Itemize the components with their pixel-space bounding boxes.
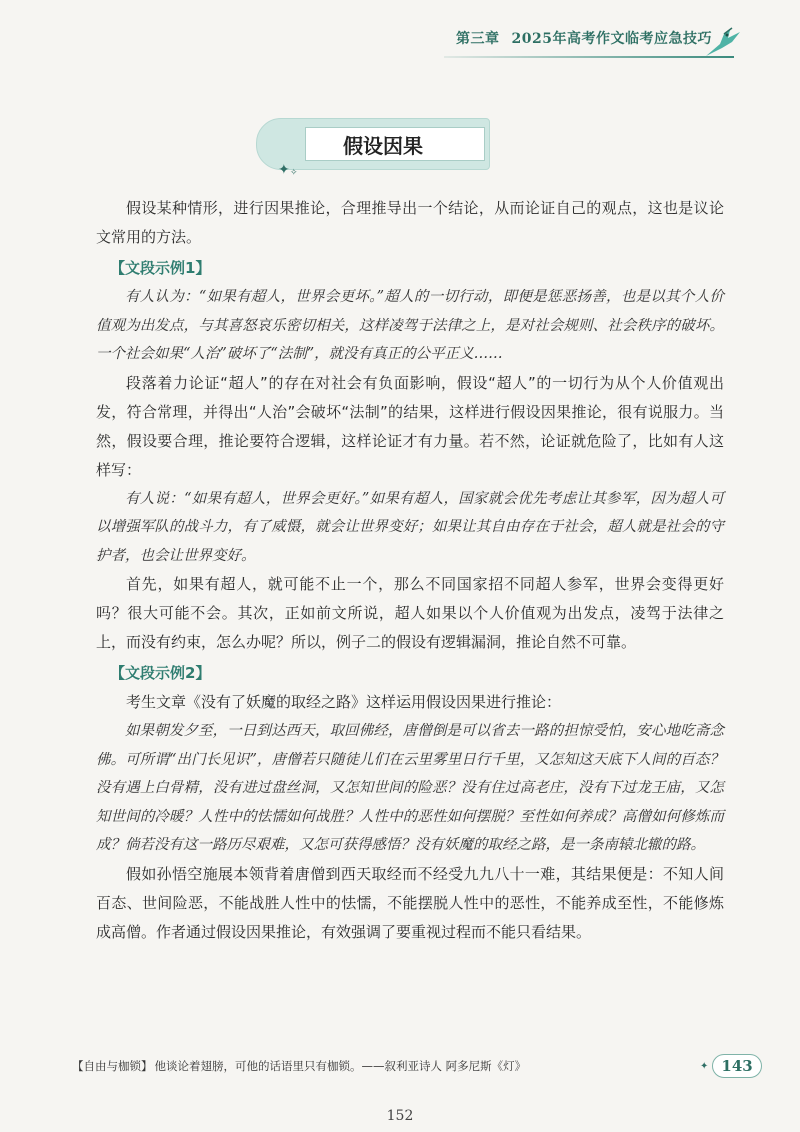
example1-quote2: 有人说：“如果有超人，世界会更好。”如果有超人，国家就会优先考虑让其参军，因为超人可以增强军队的战斗力，有了威慑，就会让世界变好；如果让其自由存在于社会，超人就是社会的守护者，也会让世界变好。	[96, 490, 724, 564]
example1-label: 【文段示例1】	[110, 259, 211, 277]
footer-quote	[72, 1058, 682, 1074]
example1-quote1: 有人认为：“如果有超人，世界会更坏。”超人的一切行动，即便是惩恶扬善，也是以其个人价值观为出发点，与其喜怒哀乐密切相关，这样凌驾于法律之上，是对社会规则、社会秩序的破坏。一个社会如果“人治”破坏了“法制”，就没有真正的公平正义……	[96, 289, 724, 362]
section-title: 假设因果	[343, 133, 423, 158]
example1-analysis2: 首先，如果有超人，就可能不止一个，那么不同国家招不同超人参军，世界会变得更好吗？很大可能不会。其次，正如前文所说，超人如果以个人价值观为出发点，凌驾于法律之上，而没有约束，怎么办呢？所以，例子二的假设有逻辑漏洞，推论自然不可靠。	[96, 575, 724, 651]
example2-analysis: 假如孙悟空施展本领背着唐僧到西天取经而不经受九九八十一难，其结果便是：不知人间百态、世间险恶，不能战胜人性中的怯懦，不能摆脱人性中的恶性，不能养成至性，不能修炼成高僧。作者通过假设因果推论，有效强调了要重视过程而不能只看结果。	[96, 864, 724, 941]
header-divider	[444, 56, 734, 58]
hummingbird-icon	[702, 26, 746, 60]
book-page-number: 143	[712, 1054, 761, 1078]
article-body	[96, 194, 724, 947]
book-title: 2025年高考作文临考应急技巧	[511, 31, 712, 47]
chapter-label: 第三章	[456, 31, 500, 47]
section-title-banner	[256, 118, 490, 170]
example2-lead: 考生文章《没有了妖魔的取经之路》这样运用假设因果进行推论：	[126, 693, 562, 711]
scan-page-number: 152	[386, 1108, 414, 1124]
footer-quote-text: 他谈论着翅膀，可他的话语里只有枷锁。——叙利亚诗人 阿多尼斯《灯》	[154, 1059, 527, 1073]
sparkle-icon: ✧	[290, 168, 298, 178]
page-badge	[700, 1054, 762, 1078]
sparkle-icon: ✦	[700, 1060, 709, 1072]
intro-paragraph: 假设某种情形，进行因果推论，合理推导出一个结论，从而论证自己的观点，这也是议论文常用的方法。	[96, 199, 724, 246]
footer-tag: 【自由与枷锁】	[72, 1059, 153, 1073]
running-header	[456, 28, 712, 48]
example2-quote: 如果朝发夕至，一日到达西天，取回佛经，唐僧倒是可以省去一路的担惊受怕，安心地吃斋念佛。可所谓“出门长见识”，唐僧若只随徒儿们在云里雾里日行千里，又怎知这天底下人间的百态？没有遇上白骨精，没有进过盘丝洞，又怎知世间的险恶？没有住过高老庄，没有下过龙王庙，又怎知世间的冷暖？人性中的怯懦如何战胜？人性中的恶性如何摆脱？至性如何养成？高僧如何修炼而成？倘若没有这一路历尽艰难，又怎可获得感悟？没有妖魔的取经之路，是一条南辕北辙的路。	[96, 723, 724, 853]
example2-label: 【文段示例2】	[110, 664, 211, 682]
example1-analysis1: 段落着力论证“超人”的存在对社会有负面影响，假设“超人”的一切行为从个人价值观出发，符合常理，并得出“人治”会破坏“法制”的结果，这样进行假设因果推论，很有说服力。当然，假设要合理，推论要符合逻辑，这样论证才有力量。若不然，论证就危险了，比如有人这样写：	[96, 373, 724, 479]
sparkle-icon: ✦	[278, 162, 290, 178]
